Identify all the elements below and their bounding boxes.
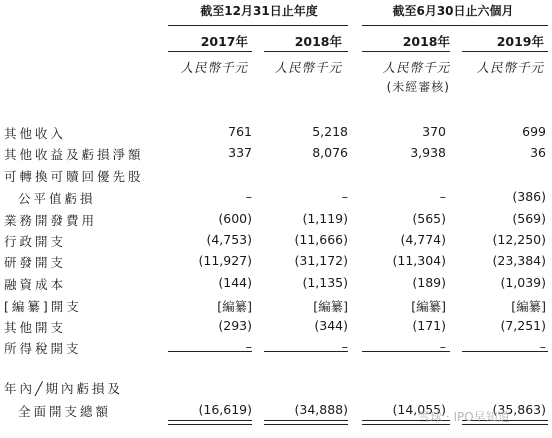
row-cell: – [245, 189, 252, 204]
column-unit-1: 人民幣千元 [180, 60, 248, 75]
total-double-rule-1b [168, 424, 252, 425]
row-cell: [編纂] [511, 299, 546, 314]
row-cell: 337 [228, 145, 252, 160]
row-cell: (569) [512, 211, 546, 226]
row-cell: 3,938 [410, 145, 446, 160]
row-label: 所得稅開支 [4, 341, 82, 356]
group-underline-year [168, 25, 348, 26]
row-cell: (12,250) [492, 232, 546, 247]
unaudited-note: (未經審核) [386, 80, 450, 94]
group-header-year-ended: 截至12月31日止年度 [200, 4, 318, 18]
total-double-rule-2b [264, 424, 348, 425]
row-label: 其他收入 [4, 126, 67, 141]
row-cell: (23,384) [492, 253, 546, 268]
year-underline-1 [168, 51, 252, 52]
total-cell-3: (14,055) [392, 402, 446, 417]
column-year-4: 2019年 [496, 34, 544, 49]
row-cell: [編纂] [411, 299, 446, 314]
row-cell: (1,039) [500, 275, 546, 290]
row-cell: – [341, 189, 348, 204]
row-cell: (1,135) [302, 275, 348, 290]
row-cell: 761 [228, 124, 252, 139]
row-label: 行政開支 [4, 234, 67, 249]
subtotal-rule-2 [264, 351, 348, 352]
row-cell: [編纂] [313, 299, 348, 314]
row-cell: (1,119) [302, 211, 348, 226]
column-year-2: 2018年 [294, 34, 342, 49]
row-cell: (386) [512, 189, 546, 204]
row-cell: – [245, 339, 252, 354]
total-double-rule-1a [168, 420, 252, 421]
group-underline-six-months [362, 25, 548, 26]
row-cell: (144) [218, 275, 252, 290]
row-label: 其他收益及虧損淨額 [4, 147, 144, 162]
row-label: 業務開發費用 [4, 213, 98, 228]
row-cell: (11,304) [392, 253, 446, 268]
row-label: 可轉換可贖回優先股 [4, 169, 144, 184]
total-cell-1: (16,619) [198, 402, 252, 417]
subtotal-rule-3 [362, 351, 450, 352]
year-underline-4 [462, 51, 548, 52]
row-cell: – [341, 339, 348, 354]
row-cell: (11,666) [294, 232, 348, 247]
row-cell: (4,753) [206, 232, 252, 247]
row-cell: (344) [314, 318, 348, 333]
row-cell: (11,927) [198, 253, 252, 268]
total-cell-4: (35,863) [492, 402, 546, 417]
row-cell: (565) [412, 211, 446, 226]
column-year-1: 2017年 [200, 34, 248, 49]
row-cell: 36 [530, 145, 546, 160]
row-label: [編纂]開支 [4, 299, 82, 314]
total-double-rule-2a [264, 420, 348, 421]
row-label: 融資成本 [4, 277, 67, 292]
year-underline-3 [362, 51, 450, 52]
row-label: 公平值虧損 [18, 191, 96, 206]
row-cell: (171) [412, 318, 446, 333]
row-cell: – [439, 339, 446, 354]
row-cell: (189) [412, 275, 446, 290]
subtotal-rule-1 [168, 351, 252, 352]
row-label: 其他開支 [4, 320, 67, 335]
row-cell: (4,774) [400, 232, 446, 247]
watermark: 雪球 · IPO早知道 [418, 410, 510, 424]
row-cell: 8,076 [312, 145, 348, 160]
group-header-six-months: 截至6月30日止六個月 [392, 4, 514, 18]
row-cell: – [439, 189, 446, 204]
row-cell: 699 [522, 124, 546, 139]
total-label-line-2: 全面開支總額 [18, 404, 112, 419]
column-unit-2: 人民幣千元 [274, 60, 342, 75]
column-unit-4: 人民幣千元 [476, 60, 544, 75]
row-cell: (31,172) [294, 253, 348, 268]
column-unit-3: 人民幣千元 [382, 60, 450, 75]
column-year-3: 2018年 [402, 34, 450, 49]
row-cell: 370 [422, 124, 446, 139]
row-cell: 5,218 [312, 124, 348, 139]
row-cell: – [539, 339, 546, 354]
row-label: 研發開支 [4, 255, 67, 270]
row-cell: [編纂] [217, 299, 252, 314]
row-cell: (600) [218, 211, 252, 226]
row-cell: (293) [218, 318, 252, 333]
year-underline-2 [264, 51, 348, 52]
total-cell-2: (34,888) [294, 402, 348, 417]
row-cell: (7,251) [500, 318, 546, 333]
subtotal-rule-4 [462, 351, 548, 352]
total-label-line-1: 年內╱期內虧損及 [4, 381, 124, 396]
